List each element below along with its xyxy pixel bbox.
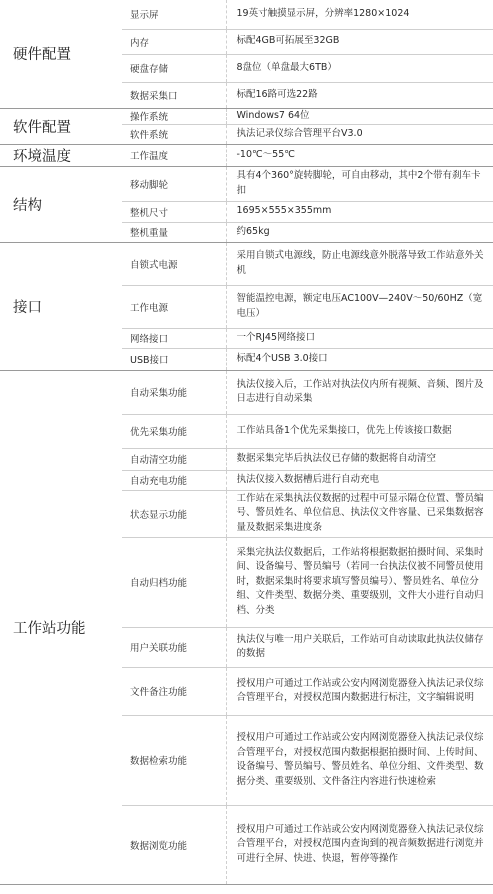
spec-item-value: 数据采集完毕后执法仪已存储的数据将自动清空 [226,448,493,470]
spec-item-value: 授权用户可通过工作站或公安内网浏览器登入执法记录仪综合管理平台，对授权范围内数据进行标注，文字编辑说明 [226,667,493,715]
spec-row [0,108,493,124]
category-label: 结构 [0,166,122,242]
spec-item-label: 网络接口 [122,328,226,348]
spec-item-label: USB接口 [122,348,226,370]
spec-item-label: 移动脚轮 [122,166,226,201]
spec-item-label: 自动采集功能 [122,370,226,414]
spec-item-value: 授权用户可通过工作站或公安内网浏览器登入执法记录仪综合管理平台，对授权范围内数据根据拍摄时间、上传时间、设备编号、警员编号、警员姓名、单位分组、文件类型、数据分类、重要级别、文件备注内容进行快速检索 [226,715,493,805]
spec-item-value: 1695×555×355mm [226,201,493,222]
spec-item-label: 操作系统 [122,108,226,124]
spec-item-value: 工作站具备1个优先采集接口，优先上传该接口数据 [226,414,493,448]
spec-item-value: 标配16路可选22路 [226,82,493,108]
spec-item-label: 自动充电功能 [122,470,226,490]
category-label: 接口 [0,242,122,370]
category-label: 环境温度 [0,144,122,166]
spec-item-label: 硬盘存储 [122,54,226,82]
spec-item-label: 自锁式电源 [122,242,226,285]
spec-item-value: 采用自锁式电源线，防止电源线意外脱落导致工作站意外关机 [226,242,493,285]
category-label: 软件配置 [0,108,122,144]
spec-item-value: 采集完执法仪数据后，工作站将根据数据拍摄时间、采集时间、设备编号、警员编号（若同一台执法仪被不同警员使用时，数据采集时将要求填写警员编号）、警员姓名、单位分组、文件类型、数据分类、重要级别，文件大小进行自动归档、分类 [226,537,493,627]
spec-item-value: 执法仪接入后，工作站对执法仪内所有视频、音频、图片及日志进行自动采集 [226,370,493,414]
spec-item-value: 8盘位（单盘最大6TB） [226,54,493,82]
spec-item-label: 数据采集口 [122,82,226,108]
spec-item-label: 数据浏览功能 [122,805,226,884]
spec-row [0,370,493,414]
spec-item-value: 一个RJ45网络接口 [226,328,493,348]
spec-row [0,0,493,29]
spec-item-label: 工作电源 [122,285,226,328]
spec-item-label: 整机尺寸 [122,201,226,222]
spec-item-label: 优先采集功能 [122,414,226,448]
spec-item-value: 智能温控电源，额定电压AC100V—240V～50/60HZ（宽电压） [226,285,493,328]
spec-item-label: 文件备注功能 [122,667,226,715]
spec-row [0,144,493,166]
category-label: 工作站功能 [0,370,122,884]
spec-item-value: 约65kg [226,222,493,242]
spec-item-value: Windows7 64位 [226,108,493,124]
spec-item-label: 状态显示功能 [122,490,226,537]
spec-item-value: 执法记录仪综合管理平台V3.0 [226,124,493,144]
spec-item-value: 标配4GB可拓展至32GB [226,29,493,54]
spec-item-value: 执法仪接入数据槽后进行自动充电 [226,470,493,490]
spec-item-label: 用户关联功能 [122,627,226,667]
spec-row [0,166,493,201]
spec-item-label: 自动清空功能 [122,448,226,470]
spec-item-label: 软件系统 [122,124,226,144]
spec-item-label: 数据检索功能 [122,715,226,805]
spec-item-value: 工作站在采集执法仪数据的过程中可显示隔仓位置、警员编号、警员姓名、单位信息、执法仪文件容量、已采集数据容量及数据采集进度条 [226,490,493,537]
spec-item-value: 执法仪与唯一用户关联后，工作站可自动读取此执法仪储存的数据 [226,627,493,667]
spec-item-label: 工作温度 [122,144,226,166]
spec-item-value: 授权用户可通过工作站或公安内网浏览器登入执法记录仪综合管理平台，对授权范围内查询到的视音频数据进行浏览并可进行全屏、快进、快退，暂停等操作 [226,805,493,884]
spec-item-label: 自动归档功能 [122,537,226,627]
spec-row [0,242,493,285]
spec-item-label: 内存 [122,29,226,54]
spec-item-value: 具有4个360°旋转脚轮，可自由移动，其中2个带有刹车卡扣 [226,166,493,201]
spec-item-label: 显示屏 [122,0,226,29]
spec-item-label: 整机重量 [122,222,226,242]
spec-item-value: 标配4个USB 3.0接口 [226,348,493,370]
spec-item-value: 19英寸触摸显示屏，分辨率1280×1024 [226,0,493,29]
spec-item-value: -10℃～55℃ [226,144,493,166]
category-label: 硬件配置 [0,0,122,108]
